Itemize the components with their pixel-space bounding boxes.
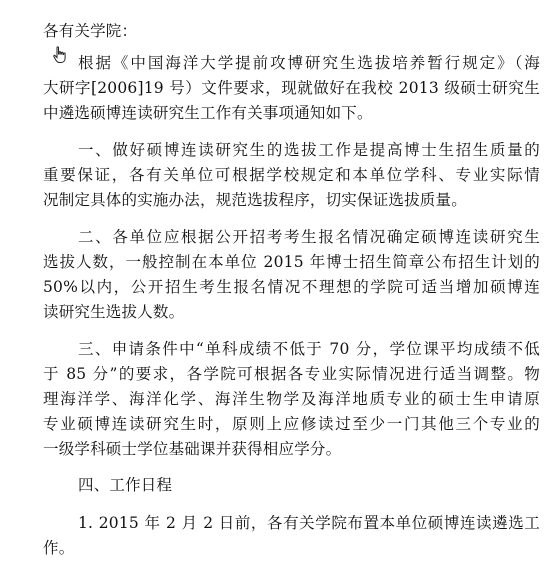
paragraph-4-line-2: 于 85 分”的要求，各学院可根据各专业实际情况进行适当调整。物	[43, 365, 540, 383]
paragraph-3-line-3: 50%以内，公开招生考生报名情况不理想的学院可适当增加硕博连	[43, 278, 540, 296]
paragraph-6-line-2: 作。	[43, 539, 75, 557]
paragraph-1-line-2: 大研字[2006]19 号）文件要求，现就做好在我校 2013 级硕士研究生	[43, 79, 540, 97]
paragraph-3-line-1: 二、各单位应根据公开招考考生报名情况确定硕博连读研究生	[78, 228, 540, 246]
paragraph-4-line-3: 理海洋学、海洋化学、海洋生物学及海洋地质专业的硕士生申请原	[43, 390, 540, 408]
section-heading-schedule: 四、工作日程	[78, 476, 173, 494]
paragraph-2-line-3: 况制定具体的实施办法，规范选拔程序，切实保证选拔质量。	[43, 191, 467, 209]
paragraph-1-line-3: 中遴选硕博连读研究生工作有关事项通知如下。	[43, 104, 373, 122]
paragraph-3-line-2: 选拔人数，一般控制在本单位 2015 年博士招生简章公布招生计划的	[43, 253, 540, 271]
paragraph-3-line-4: 读研究生选拔人数。	[43, 303, 185, 321]
paragraph-1-line-1: 根据《中国海洋大学提前攻博研究生选拔培养暂行规定》（海	[78, 54, 540, 72]
paragraph-4-line-5: 一级学科硕士学位基础课并获得相应学分。	[43, 440, 342, 458]
hand-pointer-icon	[52, 46, 68, 64]
paragraph-4-line-4: 专业硕博连读研究生时，原则上应修读过至少一门其他三个专业的	[43, 415, 540, 433]
paragraph-2-line-1: 一、做好硕博连读研究生的选拔工作是提高博士生招生质量的	[78, 141, 540, 159]
paragraph-2-line-2: 重要保证，各有关单位可根据学校规定和本单位学科、专业实际情	[43, 166, 540, 184]
salutation: 各有关学院：	[43, 22, 138, 40]
paragraph-6-line-1: 1. 2015 年 2 月 2 日前，各有关学院布置本单位硕博连读遴选工	[78, 514, 540, 532]
paragraph-4-line-1: 三、申请条件中“单科成绩不低于 70 分，学位课平均成绩不低	[78, 340, 540, 358]
